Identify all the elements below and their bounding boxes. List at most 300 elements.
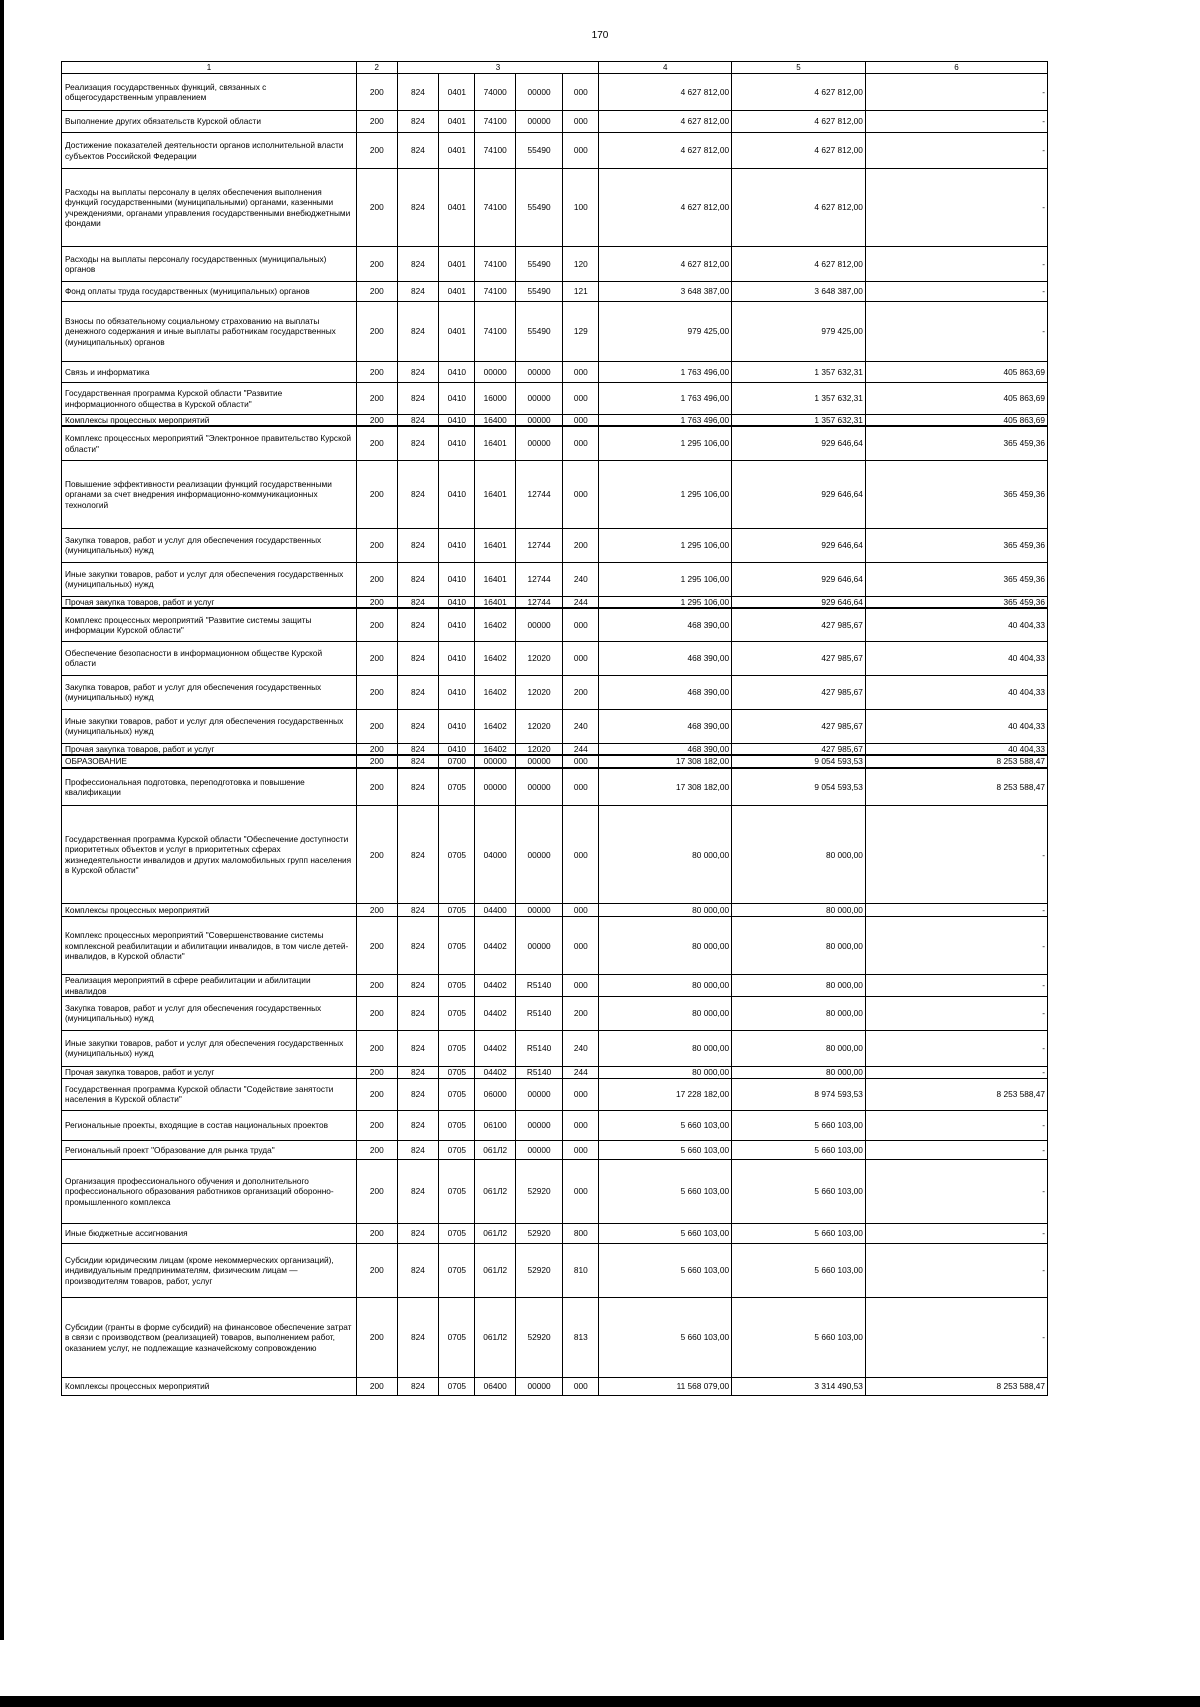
col3-ministry-code: 824 [397,282,439,302]
col3-expense-type: 129 [563,302,599,362]
col6-amount: - [865,1140,1047,1159]
col3-program-code: 16402 [475,675,516,709]
col3-program-code: 00000 [475,768,516,806]
col2-code: 200 [357,282,398,302]
table-row [62,1377,1048,1395]
col3-direction-code: 00000 [515,768,562,806]
col3-expense-type: 000 [563,755,599,767]
col3-direction-code: 55490 [515,282,562,302]
col5-amount: 4 627 812,00 [732,133,866,169]
col4-amount: 3 648 387,00 [599,282,732,302]
col4-amount: 1 295 106,00 [599,562,732,596]
col6-amount: 365 459,36 [865,426,1047,460]
col5-amount: 3 648 387,00 [732,282,866,302]
col2-code: 200 [357,302,398,362]
col3-section-code: 0705 [439,1243,475,1297]
table-row [62,415,1048,427]
row-name: Комплекс процессных мероприятий "Совершенствование системы комплексной реабилитации и абилитации инвалидов, в том числе детей-инвалидов, в Курской области" [62,917,357,975]
row-name: Расходы на выплаты персоналу в целях обеспечения выполнения функций государственными (муниципальными) органами, казенными учреждениями, органами управления государственными внебюджетными фондами [62,169,357,247]
col3-expense-type: 810 [563,1243,599,1297]
col3-section-code: 0705 [439,806,475,904]
col3-ministry-code: 824 [397,904,439,917]
table-row [62,996,1048,1030]
col3-expense-type: 000 [563,383,599,415]
col6-amount: 8 253 588,47 [865,755,1047,767]
col3-ministry-code: 824 [397,528,439,562]
col3-program-code: 16402 [475,608,516,641]
col3-direction-code: 00000 [515,1377,562,1395]
col2-code: 200 [357,743,398,755]
col4-amount: 80 000,00 [599,917,732,975]
page-number: 170 [591,30,609,41]
col3-ministry-code: 824 [397,1140,439,1159]
col3-direction-code: 12020 [515,709,562,743]
row-name: Расходы на выплаты персоналу государственных (муниципальных) органов [62,247,357,282]
col2-code: 200 [357,641,398,675]
col3-direction-code: 00000 [515,415,562,427]
col3-section-code: 0705 [439,1159,475,1223]
col3-ministry-code: 824 [397,996,439,1030]
col3-direction-code: 55490 [515,247,562,282]
row-name: Прочая закупка товаров, работ и услуг [62,596,357,608]
col4-amount: 5 660 103,00 [599,1243,732,1297]
col3-ministry-code: 824 [397,1243,439,1297]
table-row [62,709,1048,743]
row-name: Иные закупки товаров, работ и услуг для обеспечения государственных (муниципальных) нужд [62,1030,357,1066]
table-row [62,1078,1048,1110]
col6-amount: - [865,1297,1047,1377]
col5-amount: 8 974 593,53 [732,1078,866,1110]
col3-program-code: 16400 [475,415,516,427]
col2-code: 200 [357,709,398,743]
table-row [62,917,1048,975]
col6-amount: - [865,806,1047,904]
col6-amount: 405 863,69 [865,383,1047,415]
col6-amount: 365 459,36 [865,528,1047,562]
col3-program-code: 16401 [475,528,516,562]
col3-direction-code: 12744 [515,562,562,596]
col3-section-code: 0401 [439,74,475,111]
col6-amount: - [865,302,1047,362]
col3-direction-code: 12020 [515,641,562,675]
table-row [62,133,1048,169]
col3-section-code: 0705 [439,1140,475,1159]
col3-expense-type: 800 [563,1223,599,1243]
col2-code: 200 [357,415,398,427]
row-name: Комплексы процессных мероприятий [62,904,357,917]
col4-amount: 468 390,00 [599,675,732,709]
col5-amount: 4 627 812,00 [732,169,866,247]
col3-program-code: 061Л2 [475,1223,516,1243]
col5-amount: 5 660 103,00 [732,1297,866,1377]
col5-amount: 427 985,67 [732,743,866,755]
col5-amount: 80 000,00 [732,917,866,975]
scan-bottom-border [0,1696,1200,1707]
col4-amount: 5 660 103,00 [599,1140,732,1159]
col4-amount: 4 627 812,00 [599,133,732,169]
col2-code: 200 [357,755,398,767]
col6-amount: 40 404,33 [865,675,1047,709]
col3-section-code: 0401 [439,133,475,169]
col3-direction-code: 52920 [515,1159,562,1223]
col3-section-code: 0410 [439,460,475,528]
col5-amount: 1 357 632,31 [732,383,866,415]
row-name: ОБРАЗОВАНИЕ [62,755,357,767]
col3-ministry-code: 824 [397,743,439,755]
col3-ministry-code: 824 [397,247,439,282]
row-name: Государственная программа Курской области "Обеспечение доступности приоритетных объектов и услуг в приоритетных сферах жизнедеятельности инвалидов и других маломобильных групп населения в Курской области" [62,806,357,904]
row-name: Реализация мероприятий в сфере реабилитации и абилитации инвалидов [62,975,357,997]
col3-program-code: 04402 [475,975,516,997]
col3-ministry-code: 824 [397,675,439,709]
col3-program-code: 04402 [475,1030,516,1066]
col3-program-code: 04000 [475,806,516,904]
col3-ministry-code: 824 [397,1297,439,1377]
col3-program-code: 16402 [475,709,516,743]
col3-section-code: 0705 [439,768,475,806]
table-row [62,806,1048,904]
col2-code: 200 [357,74,398,111]
row-name: Иные бюджетные ассигнования [62,1223,357,1243]
col3-direction-code: 00000 [515,362,562,383]
col5-amount: 5 660 103,00 [732,1223,866,1243]
col4-amount: 1 763 496,00 [599,383,732,415]
col3-section-code: 0700 [439,755,475,767]
col3-ministry-code: 824 [397,1159,439,1223]
col3-program-code: 04402 [475,917,516,975]
col3-direction-code: 12744 [515,460,562,528]
row-name: Комплекс процессных мероприятий "Электронное правительство Курской области" [62,426,357,460]
col3-expense-type: 000 [563,1110,599,1140]
col3-section-code: 0705 [439,904,475,917]
col2-code: 200 [357,975,398,997]
col3-program-code: 06100 [475,1110,516,1140]
col3-direction-code: 55490 [515,133,562,169]
col2-code: 200 [357,596,398,608]
col3-direction-code: 00000 [515,426,562,460]
col3-program-code: 00000 [475,755,516,767]
col5-amount: 929 646,64 [732,528,866,562]
col2-code: 200 [357,383,398,415]
col3-section-code: 0410 [439,528,475,562]
col2-code: 200 [357,768,398,806]
col3-section-code: 0401 [439,282,475,302]
col3-direction-code: 52920 [515,1243,562,1297]
row-name: Субсидии юридическим лицам (кроме некоммерческих организаций), индивидуальным предпринимателям, физическим лицам — производителям товаров, работ, услуг [62,1243,357,1297]
col3-direction-code: 55490 [515,302,562,362]
col3-direction-code: R5140 [515,975,562,997]
col5-amount: 3 314 490,53 [732,1377,866,1395]
row-name: Связь и информатика [62,362,357,383]
col3-ministry-code: 824 [397,383,439,415]
col3-ministry-code: 824 [397,426,439,460]
col3-direction-code: 00000 [515,1110,562,1140]
col3-direction-code: 00000 [515,1078,562,1110]
col4-amount: 1 763 496,00 [599,362,732,383]
col3-section-code: 0705 [439,996,475,1030]
table-row [62,641,1048,675]
col3-ministry-code: 824 [397,302,439,362]
scan-left-border [0,0,4,1640]
header-col-1: 1 [62,62,357,74]
col3-expense-type: 000 [563,415,599,427]
col4-amount: 80 000,00 [599,1030,732,1066]
col6-amount: - [865,917,1047,975]
col3-expense-type: 244 [563,743,599,755]
col3-section-code: 0410 [439,415,475,427]
col3-ministry-code: 824 [397,709,439,743]
col3-section-code: 0410 [439,562,475,596]
table-row [62,169,1048,247]
col4-amount: 17 308 182,00 [599,768,732,806]
col3-expense-type: 000 [563,1078,599,1110]
col4-amount: 468 390,00 [599,608,732,641]
table-row [62,426,1048,460]
row-name: Прочая закупка товаров, работ и услуг [62,1066,357,1078]
col3-program-code: 74100 [475,169,516,247]
table-row [62,1159,1048,1223]
col3-ministry-code: 824 [397,1078,439,1110]
col3-section-code: 0705 [439,1030,475,1066]
col3-section-code: 0410 [439,675,475,709]
col3-program-code: 74100 [475,282,516,302]
col2-code: 200 [357,247,398,282]
col6-amount: - [865,1223,1047,1243]
col3-program-code: 16401 [475,460,516,528]
col3-direction-code: 55490 [515,169,562,247]
col5-amount: 80 000,00 [732,1066,866,1078]
col3-expense-type: 240 [563,1030,599,1066]
header-col-4: 4 [599,62,732,74]
col2-code: 200 [357,1078,398,1110]
col3-direction-code: 00000 [515,383,562,415]
col3-expense-type: 000 [563,806,599,904]
col4-amount: 17 308 182,00 [599,755,732,767]
col2-code: 200 [357,1159,398,1223]
col3-section-code: 0410 [439,709,475,743]
col6-amount: 365 459,36 [865,596,1047,608]
col5-amount: 929 646,64 [732,596,866,608]
col3-program-code: 74000 [475,74,516,111]
table-row [62,1110,1048,1140]
table-row [62,528,1048,562]
col3-expense-type: 200 [563,528,599,562]
col5-amount: 80 000,00 [732,996,866,1030]
row-name: Государственная программа Курской области "Развитие информационного общества в Курской области" [62,383,357,415]
col4-amount: 5 660 103,00 [599,1110,732,1140]
col5-amount: 427 985,67 [732,641,866,675]
col6-amount: 8 253 588,47 [865,1377,1047,1395]
col5-amount: 5 660 103,00 [732,1140,866,1159]
table-row [62,768,1048,806]
col3-section-code: 0410 [439,383,475,415]
table-row [62,904,1048,917]
col6-amount: - [865,904,1047,917]
col4-amount: 5 660 103,00 [599,1159,732,1223]
col3-ministry-code: 824 [397,169,439,247]
row-name: Достижение показателей деятельности органов исполнительной власти субъектов Российской Федерации [62,133,357,169]
col3-section-code: 0705 [439,975,475,997]
col3-ministry-code: 824 [397,806,439,904]
col3-ministry-code: 824 [397,562,439,596]
col3-direction-code: 00000 [515,608,562,641]
table-row [62,596,1048,608]
row-name: Прочая закупка товаров, работ и услуг [62,743,357,755]
col3-program-code: 16401 [475,562,516,596]
col2-code: 200 [357,608,398,641]
col3-expense-type: 120 [563,247,599,282]
col5-amount: 4 627 812,00 [732,111,866,133]
col2-code: 200 [357,917,398,975]
col6-amount: 40 404,33 [865,608,1047,641]
table-row [62,975,1048,997]
row-name: Иные закупки товаров, работ и услуг для обеспечения государственных (муниципальных) нужд [62,562,357,596]
col4-amount: 5 660 103,00 [599,1297,732,1377]
col3-section-code: 0705 [439,1078,475,1110]
col5-amount: 5 660 103,00 [732,1243,866,1297]
col2-code: 200 [357,1030,398,1066]
col2-code: 200 [357,675,398,709]
col3-direction-code: 00000 [515,904,562,917]
col3-expense-type: 000 [563,460,599,528]
table-row [62,1223,1048,1243]
col3-ministry-code: 824 [397,1110,439,1140]
col3-section-code: 0705 [439,917,475,975]
col5-amount: 4 627 812,00 [732,247,866,282]
col3-expense-type: 244 [563,1066,599,1078]
col5-amount: 5 660 103,00 [732,1159,866,1223]
col3-section-code: 0705 [439,1297,475,1377]
col3-direction-code: 52920 [515,1297,562,1377]
col4-amount: 1 295 106,00 [599,426,732,460]
col3-ministry-code: 824 [397,641,439,675]
table-row [62,247,1048,282]
col3-expense-type: 000 [563,768,599,806]
col4-amount: 1 295 106,00 [599,528,732,562]
row-name: Повышение эффективности реализации функций государственными органами за счет внедрения информационно-коммуникационных технологий [62,460,357,528]
header-col-5: 5 [732,62,866,74]
row-name: Закупка товаров, работ и услуг для обеспечения государственных (муниципальных) нужд [62,675,357,709]
row-name: Комплексы процессных мероприятий [62,1377,357,1395]
col4-amount: 1 295 106,00 [599,460,732,528]
col3-program-code: 06000 [475,1078,516,1110]
col3-direction-code: 00000 [515,917,562,975]
col4-amount: 80 000,00 [599,996,732,1030]
col3-expense-type: 000 [563,74,599,111]
table-row [62,675,1048,709]
col3-section-code: 0410 [439,362,475,383]
col3-program-code: 16000 [475,383,516,415]
col3-direction-code: 00000 [515,755,562,767]
row-name: Комплексы процессных мероприятий [62,415,357,427]
row-name: Организация профессионального обучения и дополнительного профессионального образования работников организаций оборонно-промышленного комплекса [62,1159,357,1223]
col3-direction-code: 00000 [515,74,562,111]
col3-program-code: 16401 [475,426,516,460]
row-name: Субсидии (гранты в форме субсидий) на финансовое обеспечение затрат в связи с производством (реализацией) товаров, выполнением работ, оказанием услуг, не подлежащие казначейскому сопровождению [62,1297,357,1377]
col3-expense-type: 000 [563,917,599,975]
col3-expense-type: 000 [563,133,599,169]
col6-amount: - [865,169,1047,247]
col6-amount: 405 863,69 [865,362,1047,383]
row-name: Комплекс процессных мероприятий "Развитие системы защиты информации Курской области" [62,608,357,641]
table-row [62,1066,1048,1078]
col4-amount: 5 660 103,00 [599,1223,732,1243]
row-name: Закупка товаров, работ и услуг для обеспечения государственных (муниципальных) нужд [62,528,357,562]
col4-amount: 468 390,00 [599,641,732,675]
col3-direction-code: 12744 [515,596,562,608]
header-col-6: 6 [865,62,1047,74]
col3-section-code: 0410 [439,743,475,755]
col2-code: 200 [357,169,398,247]
col3-section-code: 0401 [439,111,475,133]
col4-amount: 80 000,00 [599,1066,732,1078]
row-name: Выполнение других обязательств Курской области [62,111,357,133]
col3-ministry-code: 824 [397,415,439,427]
table-row [62,282,1048,302]
col3-direction-code: R5140 [515,996,562,1030]
col2-code: 200 [357,806,398,904]
col2-code: 200 [357,1066,398,1078]
row-name: Реализация государственных функций, связанных с общегосударственным управлением [62,74,357,111]
header-row [62,62,1048,74]
col4-amount: 80 000,00 [599,806,732,904]
col3-expense-type: 000 [563,426,599,460]
col6-amount: - [865,1243,1047,1297]
col5-amount: 1 357 632,31 [732,362,866,383]
col3-ministry-code: 824 [397,111,439,133]
col3-program-code: 061Л2 [475,1159,516,1223]
col2-code: 200 [357,996,398,1030]
col6-amount: - [865,975,1047,997]
col3-ministry-code: 824 [397,1030,439,1066]
col2-code: 200 [357,1243,398,1297]
col6-amount: - [865,1159,1047,1223]
col4-amount: 4 627 812,00 [599,74,732,111]
col6-amount: - [865,247,1047,282]
col5-amount: 427 985,67 [732,608,866,641]
table-row [62,383,1048,415]
col6-amount: 365 459,36 [865,460,1047,528]
col3-program-code: 04400 [475,904,516,917]
col5-amount: 979 425,00 [732,302,866,362]
col6-amount: - [865,74,1047,111]
col3-direction-code: 12744 [515,528,562,562]
col3-program-code: 04402 [475,996,516,1030]
col2-code: 200 [357,460,398,528]
col3-expense-type: 000 [563,1159,599,1223]
col3-direction-code: 12020 [515,743,562,755]
col5-amount: 5 660 103,00 [732,1110,866,1140]
header-col-3: 3 [397,62,599,74]
table-row [62,743,1048,755]
col5-amount: 427 985,67 [732,675,866,709]
col2-code: 200 [357,133,398,169]
col3-section-code: 0401 [439,247,475,282]
col3-section-code: 0705 [439,1066,475,1078]
col5-amount: 80 000,00 [732,806,866,904]
col5-amount: 427 985,67 [732,709,866,743]
col3-program-code: 16401 [475,596,516,608]
col2-code: 200 [357,1297,398,1377]
col6-amount: - [865,282,1047,302]
col3-expense-type: 244 [563,596,599,608]
col3-program-code: 16402 [475,743,516,755]
col5-amount: 929 646,64 [732,426,866,460]
col3-ministry-code: 824 [397,362,439,383]
col3-ministry-code: 824 [397,755,439,767]
col3-program-code: 74100 [475,111,516,133]
col3-ministry-code: 824 [397,133,439,169]
